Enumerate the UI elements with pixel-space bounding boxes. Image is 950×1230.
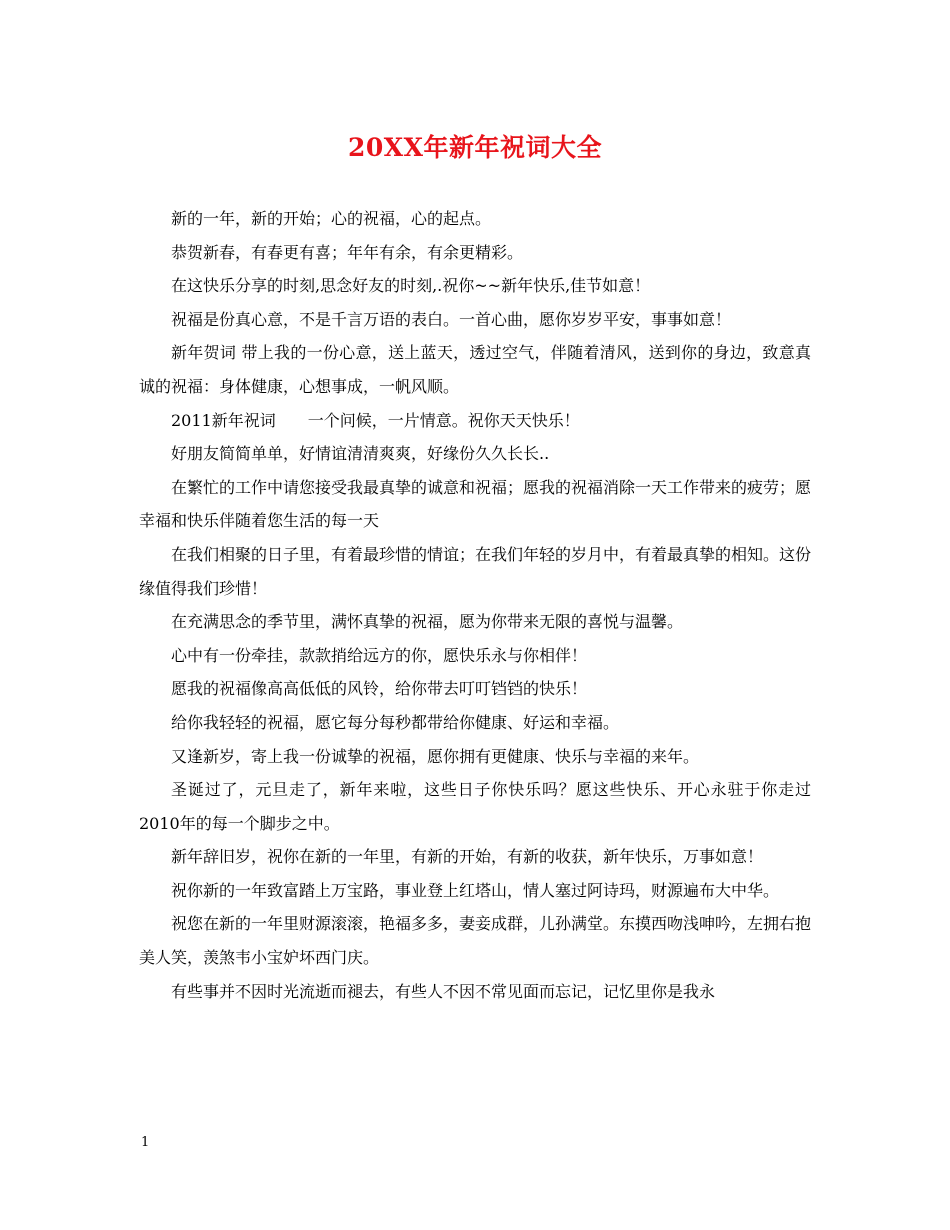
paragraph: 在我们相聚的日子里，有着最珍惜的情谊；在我们年轻的岁月中，有着最真挚的相知。这份缘值得我们珍惜！ [139, 544, 812, 598]
paragraph: 心中有一份牵挂，款款捎给远方的你，愿快乐永与你相伴！ [171, 645, 588, 665]
paragraph: 在繁忙的工作中请您接受我最真挚的诚意和祝福；愿我的祝福消除一天工作带来的疲劳；愿幸福和快乐伴随着您生活的每一天 [139, 477, 812, 531]
document-body [139, 202, 811, 1008]
paragraph: 给你我轻轻的祝福，愿它每分每秒都带给你健康、好运和幸福。 [171, 712, 620, 732]
paragraph: 2011新年祝词 一个问候，一片情意。祝你天天快乐！ [171, 410, 580, 430]
page-number: 1 [141, 1135, 150, 1150]
paragraph: 祝您在新的一年里财源滚滚，艳福多多，妻妾成群，儿孙满堂。东摸西吻浅呻吟，左拥右抱美人笑，羡煞韦小宝妒坏西门庆。 [139, 914, 812, 968]
paragraph: 好朋友简简单单，好情谊清清爽爽，好缘份久久长长.. [171, 444, 550, 464]
paragraph: 在充满思念的季节里，满怀真挚的祝福，愿为你带来无限的喜悦与温馨。 [171, 612, 684, 632]
paragraph: 愿我的祝福像高高低低的风铃，给你带去叮叮铛铛的快乐！ [171, 679, 588, 699]
paragraph: 祝你新的一年致富踏上万宝路，事业登上红塔山，情人塞过阿诗玛，财源遍布大中华。 [171, 880, 780, 900]
paragraph: 新年贺词 带上我的一份心意，送上蓝天，透过空气，伴随着清风，送到你的身边，致意真诚的祝福：身体健康，心想事成，一帆风顺。 [139, 343, 811, 396]
document-title: 20XX年新年祝词大全 [347, 133, 603, 162]
paragraph: 祝福是份真心意，不是千言万语的表白。一首心曲，愿你岁岁平安，事事如意！ [171, 309, 732, 329]
paragraph: 在这快乐分享的时刻,思念好友的时刻,.祝你~~新年快乐,佳节如意！ [171, 276, 651, 296]
paragraph: 新的一年，新的开始；心的祝福，心的起点。 [171, 209, 492, 228]
paragraph: 新年辞旧岁，祝你在新的一年里，有新的开始，有新的收获，新年快乐，万事如意！ [171, 847, 764, 867]
paragraph: 恭贺新春，有春更有喜；年年有余，有余更精彩。 [171, 242, 524, 262]
paragraph: 又逢新岁，寄上我一份诚挚的祝福，愿你拥有更健康、快乐与幸福的来年。 [171, 746, 700, 766]
paragraph: 圣诞过了，元旦走了，新年来啦，这些日子你快乐吗？愿这些快乐、开心永驻于你走过2010年的每一个脚步之中。 [139, 780, 811, 833]
paragraph: 有些事并不因时光流逝而褪去，有些人不因不常见面而忘记，记忆里你是我永 [171, 981, 716, 1001]
